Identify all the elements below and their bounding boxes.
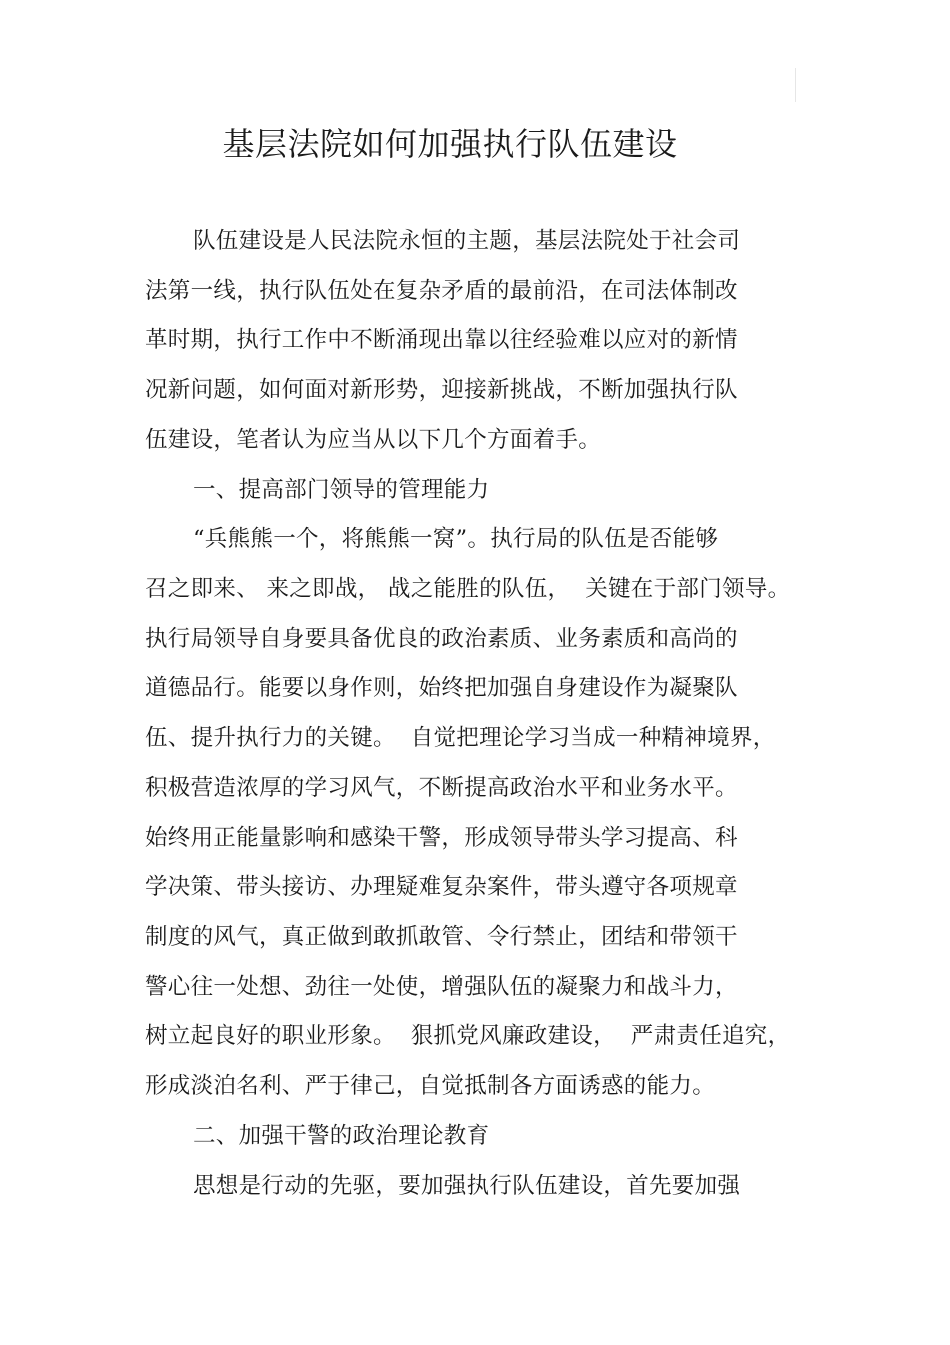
body-line: 思想是行动的先驱，要加强执行队伍建设，首先要加强 (193, 1173, 741, 1199)
body-line: 法第一线，执行队伍处在复杂矛盾的最前沿，在司法体制改 (145, 278, 738, 304)
body-line: 队伍建设是人民法院永恒的主题，基层法院处于社会司 (193, 228, 741, 254)
section-heading-1: 一、提高部门领导的管理能力 (193, 477, 490, 503)
body-line: 伍、提升执行力的关键。 自觉把理论学习当成一种精神境界， (145, 725, 776, 751)
body-line: 伍建设，笔者认为应当从以下几个方面着手。 (145, 427, 602, 453)
body-line: 学决策、带头接访、办理疑难复杂案件，带头遵守各项规章 (145, 874, 738, 900)
body-line: 始终用正能量影响和感染干警，形成领导带头学习提高、科 (145, 825, 738, 851)
body-line: 警心往一处想、劲往一处使，增强队伍的凝聚力和战斗力， (145, 974, 738, 1000)
body-line: 形成淡泊名利、严于律己，自觉抵制各方面诱惑的能力。 (145, 1073, 716, 1099)
body-line: 况新问题，如何面对新形势，迎接新挑战，不断加强执行队 (145, 377, 738, 403)
body-line: 积极营造浓厚的学习风气，不断提高政治水平和业务水平。 (145, 775, 738, 801)
section-heading-2: 二、加强干警的政治理论教育 (193, 1123, 490, 1149)
document-title: 基层法院如何加强执行队伍建设 (222, 125, 678, 163)
body-line: 道德品行。能要以身作则，始终把加强自身建设作为凝聚队 (145, 675, 738, 701)
page-edge-mark (795, 68, 796, 102)
body-line: 制度的风气，真正做到敢抓敢管、令行禁止，团结和带领干 (145, 924, 738, 950)
body-line: 革时期，执行工作中不断涌现出靠以往经验难以应对的新情 (145, 327, 738, 353)
body-line: “兵熊熊一个，将熊熊一窝”。执行局的队伍是否能够 (193, 526, 719, 552)
body-line: 召之即来、 来之即战， 战之能胜的队伍， 关键在于部门领导。 (145, 576, 791, 602)
body-line: 执行局领导自身要具备优良的政治素质、业务素质和高尚的 (145, 626, 738, 652)
body-line: 树立起良好的职业形象。 狠抓党风廉政建设， 严肃责任追究， (145, 1023, 791, 1049)
